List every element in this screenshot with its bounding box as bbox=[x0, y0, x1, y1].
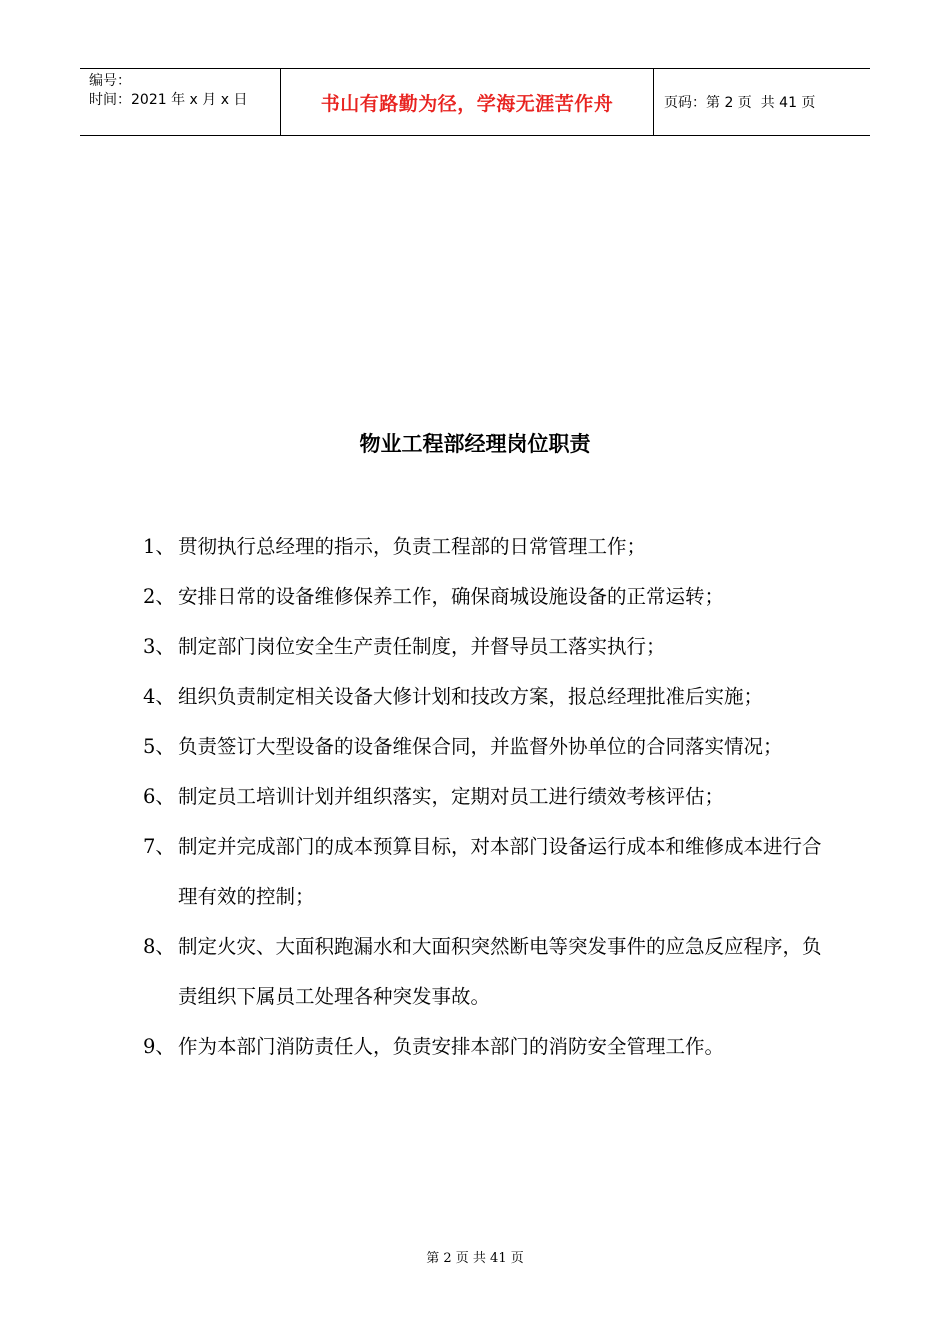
time-label: 时间：2021 年 x 月 x 日 bbox=[89, 92, 248, 108]
duty-item-5 bbox=[143, 722, 823, 772]
number-label: 编号： bbox=[89, 73, 131, 89]
duties-list bbox=[143, 522, 823, 1072]
duty-item-1 bbox=[143, 522, 823, 572]
duty-text: 制定部门岗位安全生产责任制度，并督导员工落实执行； bbox=[178, 635, 666, 658]
duty-item-6 bbox=[143, 772, 823, 822]
duty-text: 制定火灾、大面积跑漏水和大面积突然断电等突发事件的应急反应程序，负责组织下属员工处理各种突发事故。 bbox=[178, 935, 822, 1008]
duty-text: 制定并完成部门的成本预算目标，对本部门设备运行成本和维修成本进行合理有效的控制； bbox=[178, 835, 822, 908]
motto-text: 书山有路勤为径，学海无涯苦作舟 bbox=[320, 92, 614, 115]
page-info: 页码：第 2 页 共 41 页 bbox=[664, 95, 816, 111]
duty-number: 7、 bbox=[143, 835, 175, 858]
header-motto-cell bbox=[281, 69, 654, 135]
duty-text: 制定员工培训计划并组织落实，定期对员工进行绩效考核评估； bbox=[178, 785, 725, 808]
duty-number: 8、 bbox=[143, 935, 175, 958]
duty-item-7 bbox=[143, 822, 823, 922]
duty-item-9 bbox=[143, 1022, 823, 1072]
duty-item-8 bbox=[143, 922, 823, 1022]
header-page-cell bbox=[654, 69, 870, 135]
document-title: 物业工程部经理岗位职责 bbox=[359, 432, 591, 456]
page-header bbox=[80, 68, 870, 136]
duty-item-4 bbox=[143, 672, 823, 722]
duty-item-3 bbox=[143, 622, 823, 672]
duty-text: 安排日常的设备维修保养工作，确保商城设施设备的正常运转； bbox=[178, 585, 725, 608]
duty-text: 作为本部门消防责任人，负责安排本部门的消防安全管理工作。 bbox=[178, 1035, 725, 1058]
duty-text: 负责签订大型设备的设备维保合同，并监督外协单位的合同落实情况； bbox=[178, 735, 783, 758]
duty-number: 6、 bbox=[143, 785, 175, 808]
duty-number: 1、 bbox=[143, 535, 175, 558]
duty-number: 3、 bbox=[143, 635, 175, 658]
duty-number: 2、 bbox=[143, 585, 175, 608]
duty-text: 贯彻执行总经理的指示，负责工程部的日常管理工作； bbox=[178, 535, 647, 558]
page-footer: 第 2 页 共 41 页 bbox=[426, 1251, 524, 1266]
duty-item-2 bbox=[143, 572, 823, 622]
duty-number: 5、 bbox=[143, 735, 175, 758]
header-meta-cell bbox=[80, 69, 281, 135]
duty-number: 4、 bbox=[143, 685, 175, 708]
duty-text: 组织负责制定相关设备大修计划和技改方案，报总经理批准后实施； bbox=[178, 685, 764, 708]
duty-number: 9、 bbox=[143, 1035, 175, 1058]
